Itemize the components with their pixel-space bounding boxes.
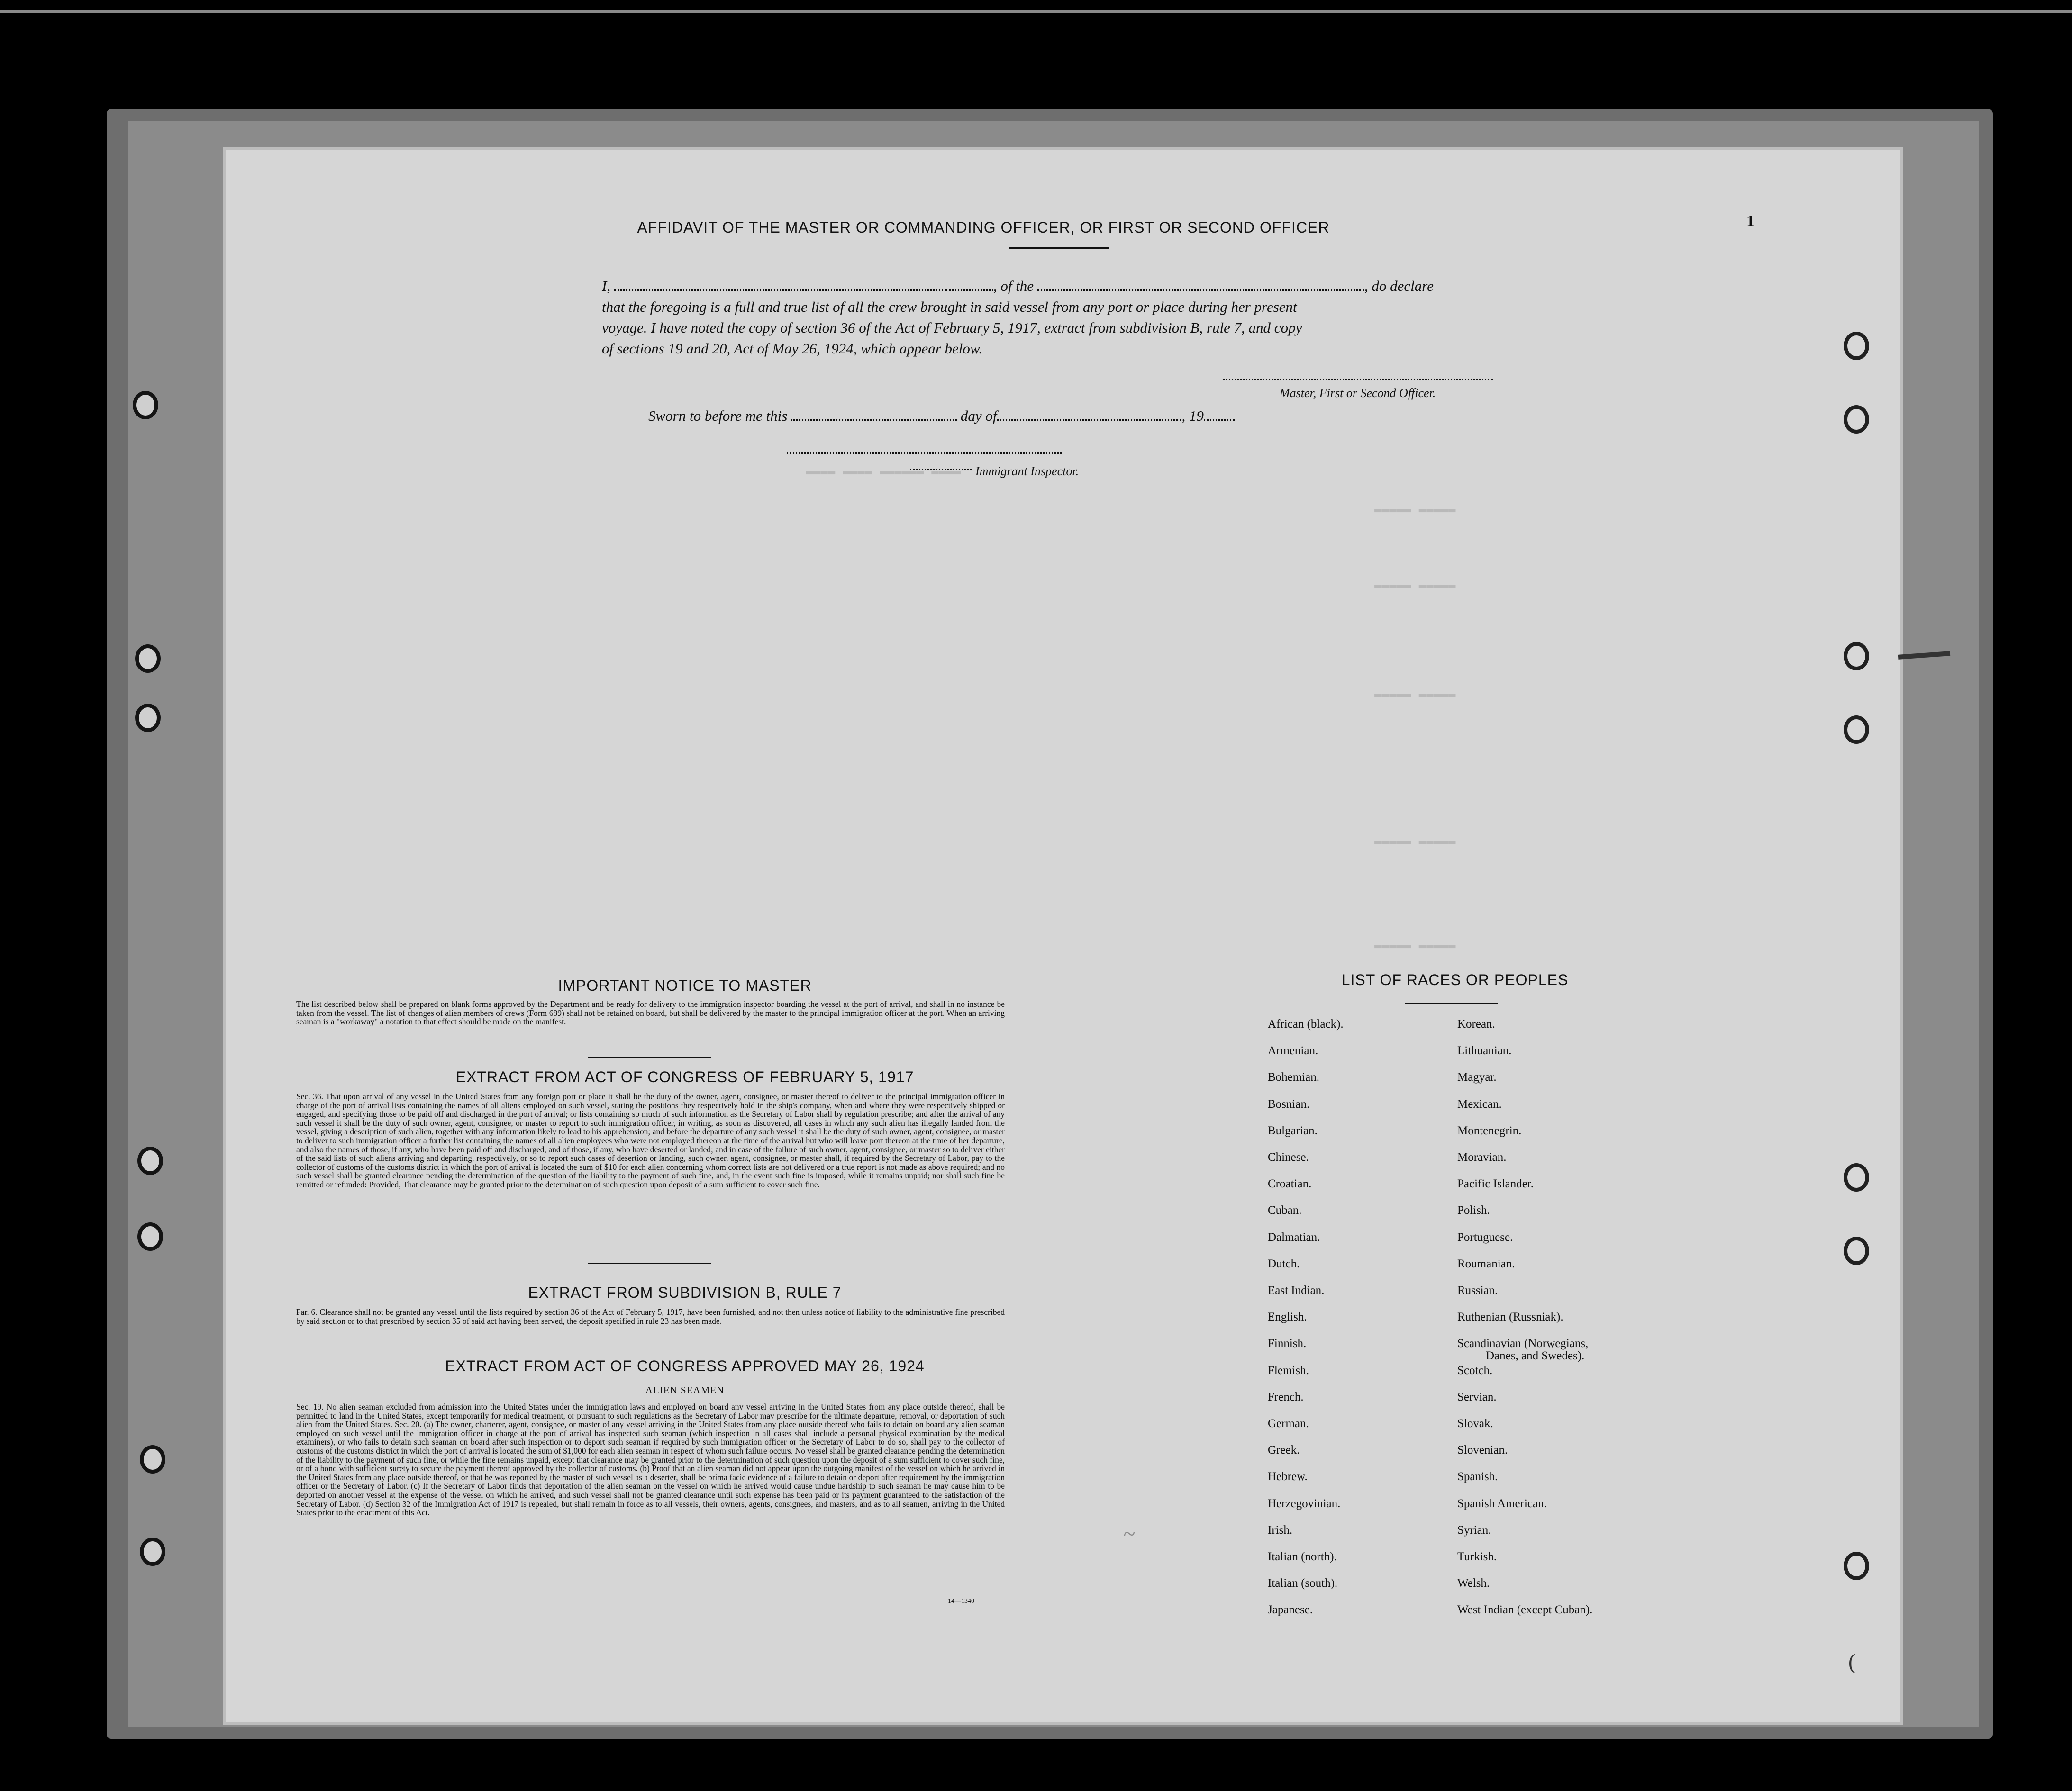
name-blank[interactable] <box>614 281 946 291</box>
section-rule <box>588 1057 711 1058</box>
race-item: Slovenian. <box>1457 1444 1508 1457</box>
rank-blank[interactable] <box>946 281 993 291</box>
affidavit-body <box>602 276 1526 359</box>
page-hole-icon <box>1844 715 1869 744</box>
binder-hole-icon <box>135 704 161 732</box>
race-item: Dutch. <box>1268 1257 1300 1270</box>
race-item: Bohemian. <box>1268 1071 1320 1084</box>
bleed-through: ▬▬▬▬▬ ▬▬▬▬▬ <box>1374 938 1456 952</box>
race-item: French. <box>1268 1390 1304 1403</box>
page-hole-icon <box>1844 405 1869 434</box>
race-item: Herzegovinian. <box>1268 1497 1341 1510</box>
page-hole-icon <box>1844 642 1869 670</box>
binder-hole-icon <box>135 644 161 673</box>
form-number: 14—1340 <box>948 1598 974 1605</box>
race-item: Pacific Islander. <box>1457 1177 1534 1191</box>
race-item: Japanese. <box>1268 1603 1313 1617</box>
race-item: Servian. <box>1457 1390 1497 1403</box>
scan-top-edge <box>0 10 2072 13</box>
bleed-through: ▬▬▬▬▬ ▬▬▬▬▬ <box>1374 687 1456 701</box>
race-item: Cuban. <box>1268 1204 1302 1217</box>
race-item: Irish. <box>1268 1523 1293 1537</box>
race-item: Flemish. <box>1268 1364 1309 1377</box>
race-item: Slovak. <box>1457 1417 1493 1430</box>
vessel-blank[interactable] <box>1037 281 1364 291</box>
day-of-label: day of <box>960 407 997 424</box>
bleed-through: ▬▬▬▬▬ ▬▬▬▬▬ <box>1374 502 1456 516</box>
binder-hole-icon <box>140 1538 165 1566</box>
extract-1917-text: Sec. 36. That upon arrival of any vessel in the United States from any foreign port or place it shall be the duty of the owner, agent, consignee, or master thereof to deliver to the principal immigration officer in charge of the port of arrival lists containing the names of all aliens employed on such vessel, stating the positions they respectively hold in the ship's company, when and where they were respectively shipped or engaged, and specifying those to be paid off and discharged in the port of arrival; or lists containing so much of such information as the Secretary of Labor shall by regulation prescribe; and after the arrival of any such vessel it shall be the duty of such owner, agent, consignee, or master to report to such immigration officer, in writing, as soon as discovered, all cases in which any such alien has illegally landed from the vessel, giving a description of such alien, together with any information likely to lead to his apprehension; and before the departure of any such vessel it shall be the duty of such owner, agent, consignee, or master to deliver to such immigration officer a further list containing the names of all alien employees who were not employed thereon at the time of the arrival but who will leave port thereon at the time of her departure, and also the names of those, if any, who have been paid off and discharged, and of those, if any, who have deserted or landed; and in case of the failure of such owner, agent, consignee, or master so to deliver either of the said lists of such aliens arriving and departing, respectively, or so to report such cases of desertion or landing, such owner, agent, consignee, or master shall, if required by the Secretary of Labor, pay to the collector of customs of the customs district in which the port of arrival is located the sum of $10 for each alien concerning whom correct lists are not delivered or a true report is not made as above required; and no such vessel shall be granted clearance pending the determination of the question of the liability to the payment of such fine, and, in the event such fine is imposed, while it remains unpaid; nor shall such fine be remitted or refunded: Provided, That clearance may be granted prior to the determination of such question upon deposit of a sum sufficient to cover such fine. <box>296 1092 1005 1189</box>
race-item: Moravian. <box>1457 1151 1507 1164</box>
corner-mark: ( <box>1848 1649 1856 1673</box>
title-rule <box>1009 247 1109 249</box>
year-label: , 19 <box>1181 407 1204 424</box>
race-item: West Indian (except Cuban). <box>1457 1603 1593 1617</box>
extract-rule7-text: Par. 6. Clearance shall not be granted any vessel until the lists required by section 36 of the Act of February 5, 1917, have been furnished, and not then unless notice of liability to the administrative fine prescribed by said section or to that prescribed by section 35 of said act having been served, the deposit specified in rule 23 has been made. <box>296 1307 1005 1326</box>
binder-hole-icon <box>133 391 158 419</box>
race-item: Dalmatian. <box>1268 1230 1320 1244</box>
race-item: Portuguese. <box>1457 1230 1513 1244</box>
inspector-signature-line[interactable] <box>787 452 1062 454</box>
sworn-line <box>648 407 1235 425</box>
binder-hole-icon <box>137 1222 163 1251</box>
master-signature-line[interactable] <box>1223 379 1493 380</box>
race-item: Syrian. <box>1457 1523 1491 1537</box>
race-item: African (black). <box>1268 1018 1344 1031</box>
race-item: East Indian. <box>1268 1284 1325 1297</box>
race-item: Greek. <box>1268 1444 1300 1457</box>
race-item: Bulgarian. <box>1268 1124 1318 1137</box>
affidavit-line-3: voyage. I have noted the copy of section 36 of the Act of February 5, 1917, extract from subdivision B, rule 7, and copy <box>602 319 1302 336</box>
race-item: Scotch. <box>1457 1364 1493 1377</box>
race-item: Lithuanian. <box>1457 1044 1512 1058</box>
affidavit-line-1 <box>602 276 1526 297</box>
race-item: Welsh. <box>1457 1577 1490 1590</box>
race-item: Bosnian. <box>1268 1097 1310 1111</box>
race-item: Montenegrin. <box>1457 1124 1522 1137</box>
pencil-annotation: ~ <box>1123 1521 1135 1546</box>
race-item: Turkish. <box>1457 1550 1497 1563</box>
notice-text: The list described below shall be prepared on blank forms approved by the Department and be ready for delivery to the immigration inspector boarding the vessel at the port of arrival, and shall in no instance be taken from the vessel. The list of changes of alien members of crews (Form 689) shall not be retained on board, but shall be delivered by the master to the principal immigration officer at the port. When an arriving seaman is a "workaway" a notation to that effect should be made on the manifest. <box>296 999 1005 1027</box>
binder-hole-icon <box>137 1147 163 1175</box>
race-item: Danes, and Swedes). <box>1486 1349 1585 1363</box>
race-item: Scandinavian (Norwegians, <box>1457 1337 1589 1350</box>
race-item: Chinese. <box>1268 1151 1309 1164</box>
extract-1917-title: EXTRACT FROM ACT OF CONGRESS OF FEBRUARY 5, 1917 <box>455 1068 914 1085</box>
races-title: LIST OF RACES OR PEOPLES <box>1341 971 1569 988</box>
race-item: Magyar. <box>1457 1071 1497 1084</box>
affidavit-line-4: of sections 19 and 20, Act of May 26, 1924, which appear below. <box>602 340 983 357</box>
inspector-lead-line <box>910 469 972 470</box>
sworn-prefix: Sworn to before me this <box>648 407 788 424</box>
race-item: English. <box>1268 1311 1307 1324</box>
inspector-caption: Immigrant Inspector. <box>975 464 1079 478</box>
race-item: Mexican. <box>1457 1097 1502 1111</box>
race-item: Hebrew. <box>1268 1470 1308 1483</box>
i-label: I, <box>602 278 611 294</box>
race-item: Italian (south). <box>1268 1577 1338 1590</box>
sworn-month-blank[interactable] <box>997 411 1181 421</box>
race-item: Italian (north). <box>1268 1550 1337 1563</box>
binder-hole-icon <box>140 1445 165 1474</box>
sworn-year-blank[interactable] <box>1204 411 1235 421</box>
race-item: Russian. <box>1457 1284 1498 1297</box>
extract-rule7-title: EXTRACT FROM SUBDIVISION B, RULE 7 <box>528 1284 842 1301</box>
master-caption: Master, First or Second Officer. <box>1280 386 1436 400</box>
bleed-through: ▬▬▬▬▬ ▬▬▬▬▬ <box>1374 834 1456 848</box>
bleed-through: ▬▬▬▬▬ ▬▬▬▬▬ <box>1374 578 1456 592</box>
race-item: Armenian. <box>1268 1044 1318 1058</box>
do-declare-label: , do declare <box>1364 278 1434 294</box>
of-the-label: , of the <box>993 278 1034 294</box>
affidavit-line-2: that the foregoing is a full and true list of all the crew brought in said vessel from any port or place during her present <box>602 298 1297 315</box>
extract-1924-title: EXTRACT FROM ACT OF CONGRESS APPROVED MAY 26, 1924 <box>445 1357 925 1375</box>
extract-1924-text: Sec. 19. No alien seaman excluded from admission into the United States under the immigration laws and employed on board any vessel arriving in the United States from any place outside thereof, shall be permitted to land in the United States, except temporarily for medical treatment, or pursuant to such regulations as the Secretary of Labor may prescribe for the ultimate departure, removal, or deportation of such alien from the United States. Sec. 20. (a) The owner, charterer, agent, consignee, or master of any vessel arriving in the United States from any place outside thereof who fails to detain on board any alien seaman employed on such vessel until the immigration officer in charge at the port of arrival has inspected such seaman (which inspection in all cases shall include a personal physical examination by the medical examiners), or who fails to detain such seaman on board after such inspection or to deport such seaman if required by such immigration officer or the Secretary of Labor to do so, shall pay to the collector of customs of the customs district in which the port of arrival is located the sum of $1,000 for each alien seaman in respect of whom such failure occurs. No vessel shall be granted clearance pending the determination of the liability to the payment of such fine, or while the fine remains unpaid, except that clearance may be granted prior to the determination of such question upon the deposit of a sum sufficient to cover such fine, or of a bond with sufficient surety to secure the payment thereof approved by the collector of customs. (b) Proof that an alien seaman did not appear upon the outgoing manifest of the vessel on which he arrived in the United States from any place outside thereof, or that he was reported by the master of such vessel as a deserter, shall be prima facie evidence of a failure to detain or deport after requirement by the immigration officer or the Secretary of Labor. (c) If the Secretary of Labor finds that deportation of the alien seaman on the vessel on which he arrived would cause undue hardship to such seaman he may cause him to be deported on another vessel at the expense of the vessel on which he arrived, and such vessel shall not be granted clearance until such expense has been paid or its payment guaranteed to the satisfaction of the Secretary of Labor. (d) Section 32 of the Immigration Act of 1917 is repealed, but shall remain in force as to all vessels, their owners, agents, consignees, and masters, and as to all seamen, arriving in the United States prior to the enactment of this Act. <box>296 1402 1005 1518</box>
race-item: Korean. <box>1457 1018 1495 1031</box>
page-hole-icon <box>1844 1552 1869 1580</box>
races-rule <box>1405 1003 1498 1004</box>
race-item: Finnish. <box>1268 1337 1307 1350</box>
race-item: German. <box>1268 1417 1309 1430</box>
notice-title: IMPORTANT NOTICE TO MASTER <box>558 977 812 994</box>
sworn-day-blank[interactable] <box>791 411 957 421</box>
race-item: Roumanian. <box>1457 1257 1515 1270</box>
section-rule <box>588 1263 711 1264</box>
affidavit-title: AFFIDAVIT OF THE MASTER OR COMMANDING OFFICER, OR FIRST OR SECOND OFFICER <box>637 219 1330 236</box>
bleed-through: ▬▬▬▬ ▬▬▬▬ ▬▬▬▬▬▬ ▬▬▬▬ <box>806 464 961 479</box>
race-item: Ruthenian (Russniak). <box>1457 1311 1563 1324</box>
race-item: Spanish American. <box>1457 1497 1547 1510</box>
page-hole-icon <box>1844 1163 1869 1192</box>
page-hole-icon <box>1844 332 1869 360</box>
page-number: 1 <box>1746 212 1754 230</box>
extract-1924-subtitle: ALIEN SEAMEN <box>645 1384 725 1396</box>
page-hole-icon <box>1844 1237 1869 1265</box>
race-item: Spanish. <box>1457 1470 1498 1483</box>
race-item: Polish. <box>1457 1204 1490 1217</box>
race-item: Croatian. <box>1268 1177 1312 1191</box>
